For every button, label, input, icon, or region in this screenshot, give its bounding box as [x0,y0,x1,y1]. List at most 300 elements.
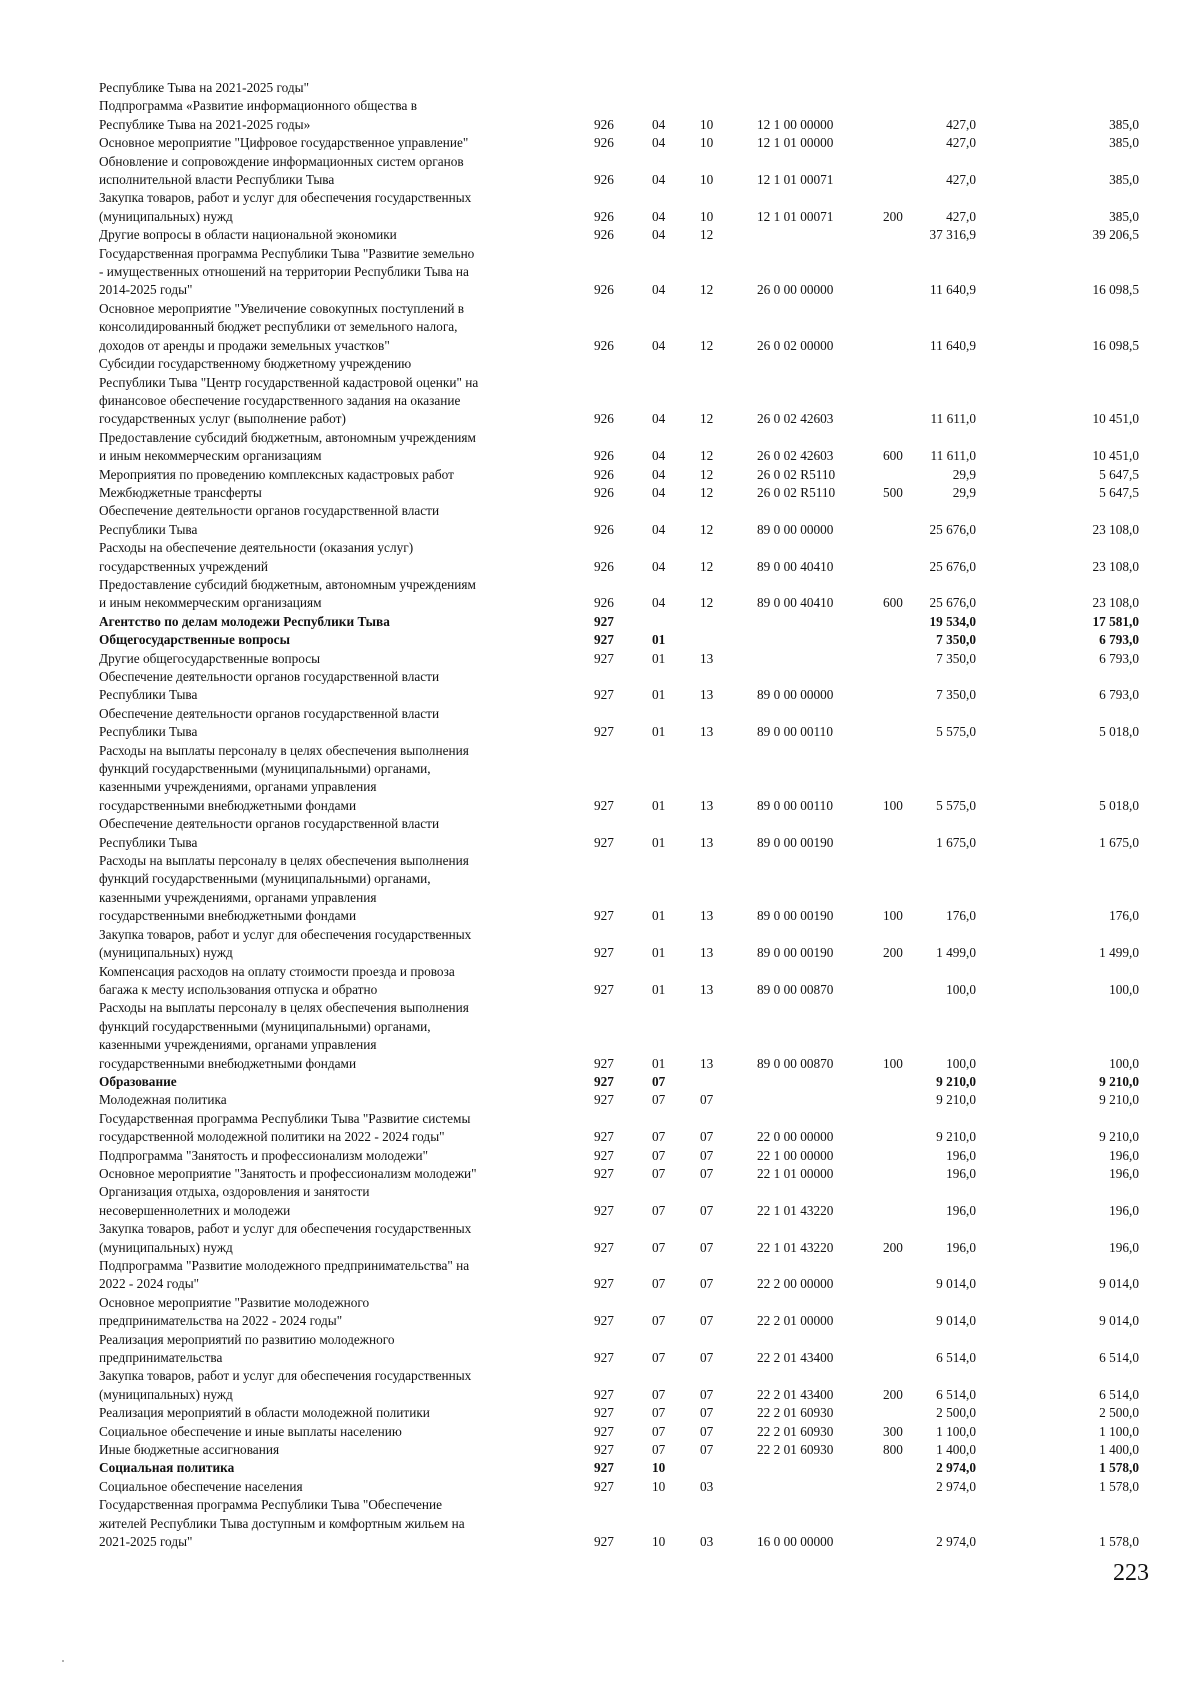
row-description [99,300,567,355]
section-code: 04 [652,116,666,132]
target-article-code: 22 2 01 00000 [757,1313,834,1329]
amount-year-2: 385,0 [1109,116,1139,132]
table-row [99,429,1139,466]
row-description-line: и иным некоммерческим организациям [99,595,322,611]
budget-table [99,79,1139,1552]
row-description-line: и иным некоммерческим организациям [99,448,322,464]
ministry-code: 926 [594,484,614,500]
row-description [99,1257,567,1294]
row-description [99,1110,567,1147]
amount-year-2: 385,0 [1109,135,1139,151]
subsection-code: 12 [700,282,714,298]
subsection-code: 12 [700,521,714,537]
row-description-line: государственными внебюджетными фондами [99,908,357,924]
target-article-code: 22 2 01 60930 [757,1405,834,1421]
amount-year-2: 23 108,0 [1092,521,1139,537]
target-article-code: 22 2 01 60930 [757,1442,834,1458]
target-article-code: 26 0 00 00000 [757,282,834,298]
table-row [99,466,1139,484]
section-code: 07 [652,1073,666,1089]
amount-year-1: 2 974,0 [936,1534,976,1550]
row-description-line: Расходы на обеспечение деятельности (оказания услуг) [99,540,414,556]
ministry-code: 927 [594,1423,614,1439]
ministry-code: 927 [594,632,614,648]
row-description-line: Государственная программа Республики Тыва "Развитие системы [99,1110,471,1126]
subsection-code: 07 [700,1442,714,1458]
ministry-code: 927 [594,1055,614,1071]
row-description [99,502,567,539]
section-code: 01 [652,981,666,997]
amount-year-2: 1 578,0 [1099,1460,1139,1476]
section-code: 01 [652,797,666,813]
ministry-code: 927 [594,834,614,850]
row-description-line: Другие общегосударственные вопросы [99,650,321,666]
subsection-code: 10 [700,135,714,151]
subsection-code: 07 [700,1092,714,1108]
target-article-code: 16 0 00 00000 [757,1534,834,1550]
row-description-line: Реализация мероприятий по развитию молодежного [99,1331,395,1347]
table-row [99,742,1139,816]
table-row [99,1165,1139,1183]
target-article-code: 89 0 00 00110 [757,724,833,740]
row-description-line: Межбюджетные трансферты [99,484,262,500]
row-description-line: Закупка товаров, работ и услуг для обеспечения государственных [99,1368,472,1384]
section-code: 07 [652,1165,666,1181]
amount-year-2: 39 206,5 [1092,227,1139,243]
row-description-line: Расходы на выплаты персоналу в целях обеспечения выполнения [99,1000,469,1016]
subsection-code: 07 [700,1276,714,1292]
amount-year-2: 6 514,0 [1099,1350,1139,1366]
row-description-line: Республики Тыва [99,834,198,850]
amount-year-1: 9 014,0 [936,1313,976,1329]
table-row [99,815,1139,852]
row-description-line: Мероприятия по проведению комплексных кадастровых работ [99,466,454,482]
target-article-code: 22 2 00 00000 [757,1276,834,1292]
ministry-code: 927 [594,1442,614,1458]
amount-year-2: 1 675,0 [1099,834,1139,850]
row-description [99,631,567,649]
row-description-line: государственными внебюджетными фондами [99,797,357,813]
row-description-line: Подпрограмма "Развитие молодежного предпринимательства" на [99,1258,470,1273]
section-code: 04 [652,595,666,611]
table-row [99,1459,1139,1477]
row-description-line: Республики Тыва "Центр государственной кадастровой оценки" на [99,374,479,390]
expense-type-code: 600 [883,595,903,611]
subsection-code: 07 [700,1202,714,1218]
ministry-code: 927 [594,613,614,629]
amount-year-2: 17 581,0 [1092,613,1139,629]
row-description [99,668,567,705]
expense-type-code: 100 [883,908,903,924]
row-description-line: Основное мероприятие "Увеличение совокупных поступлений в [99,300,465,316]
row-description-line: Реализация мероприятий в области молодежной политики [99,1405,430,1421]
ministry-code: 926 [594,116,614,132]
row-description [99,1073,567,1091]
row-description [99,539,567,576]
amount-year-2: 5 018,0 [1099,724,1139,740]
row-description-line: Обновление и сопровождение информационных систем органов [99,153,464,169]
amount-year-1: 1 100,0 [936,1423,976,1439]
target-article-code: 89 0 00 40410 [757,558,834,574]
row-description-line: (муниципальных) нужд [99,1239,233,1255]
row-description-line: Компенсация расходов на оплату стоимости проезда и провоза [99,963,455,979]
expense-type-code: 800 [883,1442,903,1458]
ministry-code: 926 [594,172,614,188]
ministry-code: 927 [594,1386,614,1402]
amount-year-2: 1 400,0 [1099,1442,1139,1458]
amount-year-2: 1 499,0 [1099,945,1139,961]
subsection-code: 07 [700,1423,714,1439]
section-code: 04 [652,135,666,151]
amount-year-2: 176,0 [1109,908,1139,924]
row-description-line: Основное мероприятие "Развитие молодежного [99,1294,370,1310]
amount-year-2: 1 578,0 [1099,1534,1139,1550]
amount-year-1: 7 350,0 [936,632,976,648]
target-article-code: 89 0 00 00870 [757,981,834,997]
ministry-code: 927 [594,1478,614,1494]
row-description-line: Иные бюджетные ассигнования [99,1442,280,1458]
subsection-code: 10 [700,208,714,224]
amount-year-1: 100,0 [946,1055,976,1071]
row-description-line: Закупка товаров, работ и услуг для обеспечения государственных [99,190,472,206]
table-row [99,1423,1139,1441]
table-row [99,1404,1139,1422]
amount-year-1: 25 676,0 [929,558,976,574]
amount-year-1: 427,0 [946,208,976,224]
row-description [99,705,567,742]
row-description-line: Социальное обеспечение населения [99,1478,303,1494]
table-row [99,1441,1139,1459]
ministry-code: 926 [594,466,614,482]
row-description [99,355,567,429]
subsection-code: 07 [700,1147,714,1163]
ministry-code: 927 [594,1092,614,1108]
target-article-code: 12 1 01 00000 [757,135,834,151]
row-description [99,1147,567,1165]
amount-year-1: 6 514,0 [936,1386,976,1402]
section-code: 01 [652,1055,666,1071]
target-article-code: 26 0 02 42603 [757,448,834,464]
ministry-code: 926 [594,227,614,243]
subsection-code: 12 [700,448,714,464]
amount-year-1: 11 640,9 [929,337,976,353]
row-description-line: Образование [99,1073,177,1089]
subsection-code: 12 [700,337,714,353]
amount-year-2: 385,0 [1109,172,1139,188]
ministry-code: 927 [594,724,614,740]
amount-year-2: 23 108,0 [1092,595,1139,611]
ministry-code: 926 [594,411,614,427]
subsection-code: 13 [700,797,714,813]
amount-year-1: 29,9 [952,466,976,482]
row-description-line: Республики Тыва [99,687,198,703]
table-row [99,539,1139,576]
row-description [99,1423,567,1441]
ministry-code: 927 [594,1239,614,1255]
row-description-line: казенными учреждениями, органами управления [99,779,377,795]
amount-year-2: 9 210,0 [1099,1092,1139,1108]
amount-year-2: 385,0 [1109,208,1139,224]
subsection-code: 12 [700,466,714,482]
row-description-line: 2014-2025 годы" [99,282,193,298]
subsection-code: 13 [700,981,714,997]
target-article-code: 26 0 02 42603 [757,411,834,427]
amount-year-1: 2 500,0 [936,1405,976,1421]
row-description-line: Подпрограмма «Развитие информационного общества в [99,98,417,114]
subsection-code: 13 [700,1055,714,1071]
target-article-code: 22 1 01 00000 [757,1165,834,1181]
row-description-line: казенными учреждениями, органами управления [99,889,377,905]
row-description [99,1091,567,1109]
row-description [99,576,567,613]
row-description-line: Республики Тыва [99,521,198,537]
table-row [99,1183,1139,1220]
section-code: 07 [652,1276,666,1292]
ministry-code: 927 [594,1202,614,1218]
section-code: 04 [652,448,666,464]
amount-year-2: 1 578,0 [1099,1478,1139,1494]
amount-year-1: 196,0 [946,1165,976,1181]
table-row [99,1294,1139,1331]
row-description [99,815,567,852]
expense-type-code: 100 [883,797,903,813]
table-row [99,1110,1139,1147]
row-description-line: функций государственными (муниципальными) органами, [99,1018,431,1034]
row-description-line: функций государственными (муниципальными) органами, [99,871,431,887]
scan-speck [62,1660,64,1662]
row-description-line: багажа к месту использования отпуска и обратно [99,981,378,997]
expense-type-code: 500 [883,484,903,500]
target-article-code: 89 0 00 00190 [757,834,834,850]
subsection-code: 12 [700,227,714,243]
amount-year-1: 11 611,0 [930,448,976,464]
row-description [99,1367,567,1404]
table-row [99,999,1139,1073]
row-description-line: Социальная политика [99,1460,235,1476]
section-code: 01 [652,687,666,703]
subsection-code: 12 [700,484,714,500]
row-description-line: 2021-2025 годы" [99,1534,193,1550]
section-code: 10 [652,1534,666,1550]
row-description [99,1404,567,1422]
section-code: 01 [652,650,666,666]
amount-year-2: 2 500,0 [1099,1405,1139,1421]
amount-year-2: 6 514,0 [1099,1386,1139,1402]
ministry-code: 926 [594,135,614,151]
row-description [99,245,567,300]
subsection-code: 07 [700,1350,714,1366]
amount-year-1: 100,0 [946,981,976,997]
section-code: 04 [652,282,666,298]
amount-year-2: 5 647,5 [1099,484,1139,500]
section-code: 07 [652,1239,666,1255]
page-number: 223 [1113,1560,1149,1586]
row-description [99,1478,567,1496]
target-article-code: 89 0 00 00190 [757,908,834,924]
row-description [99,189,567,226]
table-row [99,1091,1139,1109]
amount-year-2: 10 451,0 [1092,411,1139,427]
subsection-code: 07 [700,1313,714,1329]
row-description-line: Подпрограмма "Занятость и профессионализм молодежи" [99,1147,429,1163]
expense-type-code: 200 [883,1386,903,1402]
target-article-code: 89 0 00 40410 [757,595,834,611]
ministry-code: 927 [594,1129,614,1145]
target-article-code: 22 2 01 60930 [757,1423,834,1439]
amount-year-1: 5 575,0 [936,724,976,740]
expense-type-code: 200 [883,208,903,224]
ministry-code: 927 [594,981,614,997]
row-description-line: Республике Тыва на 2021-2025 годы» [99,116,311,132]
amount-year-2: 16 098,5 [1092,337,1139,353]
table-row [99,79,1139,97]
row-description-line: предпринимательства [99,1350,223,1366]
ministry-code: 927 [594,1350,614,1366]
amount-year-1: 9 210,0 [936,1073,976,1089]
amount-year-1: 427,0 [946,172,976,188]
section-code: 07 [652,1350,666,1366]
table-row [99,705,1139,742]
row-description [99,1165,567,1183]
table-row [99,153,1139,190]
amount-year-2: 10 451,0 [1092,448,1139,464]
table-row [99,1367,1139,1404]
row-description-line: Субсидии государственному бюджетному учреждению [99,356,412,372]
subsection-code: 13 [700,834,714,850]
row-description-line: государственных услуг (выполнение работ) [99,411,346,427]
row-description-line: консолидированный бюджет республики от земельного налога, [99,319,458,335]
target-article-code: 26 0 02 00000 [757,337,834,353]
target-article-code: 12 1 01 00071 [757,172,834,188]
row-description-line: Закупка товаров, работ и услуг для обеспечения государственных [99,1221,472,1237]
table-row [99,189,1139,226]
row-description [99,852,567,926]
row-description [99,153,567,190]
row-description [99,613,567,631]
row-description [99,484,567,502]
row-description-line: Общегосударственные вопросы [99,632,290,648]
amount-year-2: 196,0 [1109,1165,1139,1181]
subsection-code: 13 [700,945,714,961]
section-code: 07 [652,1147,666,1163]
row-description-line: Предоставление субсидий бюджетным, автономным учреждениям [99,576,476,592]
subsection-code: 07 [700,1405,714,1421]
row-description [99,742,567,816]
amount-year-2: 9 014,0 [1099,1276,1139,1292]
row-description [99,1220,567,1257]
amount-year-2: 6 793,0 [1099,687,1139,703]
table-row [99,613,1139,631]
row-description [99,226,567,244]
row-description-line: Республике Тыва на 2021-2025 годы" [99,80,310,95]
row-description [99,650,567,668]
row-description-line: Расходы на выплаты персоналу в целях обеспечения выполнения [99,742,469,758]
section-code: 07 [652,1313,666,1329]
amount-year-1: 29,9 [952,484,976,500]
ministry-code: 926 [594,521,614,537]
row-description [99,466,567,484]
amount-year-1: 25 676,0 [929,595,976,611]
amount-year-2: 5 018,0 [1099,797,1139,813]
table-row [99,300,1139,355]
amount-year-2: 5 647,5 [1099,466,1139,482]
amount-year-1: 2 974,0 [936,1460,976,1476]
amount-year-1: 6 514,0 [936,1350,976,1366]
target-article-code: 22 2 01 43400 [757,1350,834,1366]
amount-year-2: 196,0 [1109,1147,1139,1163]
amount-year-1: 7 350,0 [936,650,976,666]
target-article-code: 12 1 01 00071 [757,208,834,224]
section-code: 01 [652,834,666,850]
table-row [99,226,1139,244]
target-article-code: 89 0 00 00870 [757,1055,834,1071]
ministry-code: 927 [594,1534,614,1550]
table-row [99,631,1139,649]
ministry-code: 926 [594,558,614,574]
row-description [99,926,567,963]
section-code: 07 [652,1129,666,1145]
target-article-code: 26 0 02 R5110 [757,466,836,482]
row-description [99,1331,567,1368]
row-description-line: Обеспечение деятельности органов государственной власти [99,669,440,684]
ministry-code: 926 [594,448,614,464]
amount-year-1: 9 210,0 [936,1129,976,1145]
target-article-code: 89 0 00 00000 [757,687,834,703]
ministry-code: 927 [594,1147,614,1163]
subsection-code: 12 [700,595,714,611]
subsection-code: 13 [700,908,714,924]
amount-year-2: 23 108,0 [1092,558,1139,574]
ministry-code: 927 [594,650,614,666]
section-code: 07 [652,1202,666,1218]
amount-year-1: 1 499,0 [936,945,976,961]
section-code: 01 [652,945,666,961]
table-row [99,502,1139,539]
section-code: 07 [652,1386,666,1402]
section-code: 04 [652,466,666,482]
amount-year-1: 9 210,0 [936,1092,976,1108]
table-row [99,1257,1139,1294]
table-row [99,134,1139,152]
section-code: 04 [652,337,666,353]
target-article-code: 89 0 00 00110 [757,797,833,813]
row-description-line: Молодежная политика [99,1092,227,1108]
row-description-line: Республики Тыва [99,724,198,740]
section-code: 04 [652,411,666,427]
row-description-line: Социальное обеспечение и иные выплаты населению [99,1423,402,1439]
table-row [99,1220,1139,1257]
amount-year-2: 100,0 [1109,981,1139,997]
amount-year-2: 16 098,5 [1092,282,1139,298]
row-description-line: Организация отдыха, оздоровления и занятости [99,1184,370,1200]
row-description-line: исполнительной власти Республики Тыва [99,172,335,188]
row-description-line: Государственная программа Республики Тыва "Развитие земельно [99,245,475,261]
section-code: 04 [652,484,666,500]
ministry-code: 927 [594,797,614,813]
subsection-code: 13 [700,687,714,703]
target-article-code: 22 1 01 43220 [757,1239,834,1255]
section-code: 01 [652,724,666,740]
section-code: 04 [652,227,666,243]
amount-year-1: 19 534,0 [929,613,976,629]
table-row [99,926,1139,963]
row-description [99,999,567,1073]
row-description-line: Предоставление субсидий бюджетным, автономным учреждениям [99,429,476,445]
table-row [99,1331,1139,1368]
target-article-code: 22 0 00 00000 [757,1129,834,1145]
row-description [99,1183,567,1220]
section-code: 07 [652,1092,666,1108]
